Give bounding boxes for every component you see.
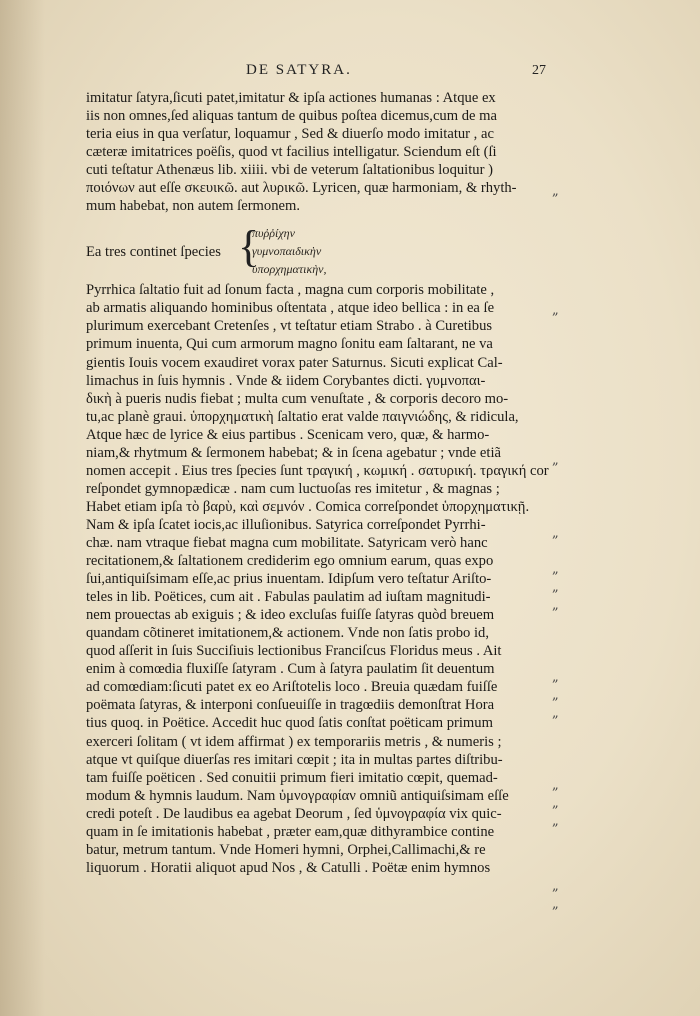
text-line: limachus in ſuis hymnis . Vnde & iidem Corybantes dicti. γυμνοπαι- [86, 372, 486, 389]
text-line: teria eius in qua verſatur, loquamur , Sed & diuerſo modo imitatur , ac [86, 126, 494, 143]
text-line: gientis Iouis vocem exaudiret vorax pater Saturnus. Sicuti explicat Cal- [86, 354, 503, 371]
text-line: iis non omnes,ſed aliquas tantum de quibus poſtea dicemus,cum de ma [86, 108, 497, 125]
margin-mark: „ [552, 580, 559, 595]
text-line: ab armatis aliquando hominibus oſtentata , atque ideo bellica : in ea ſe [86, 300, 495, 317]
species-item: ὑπορχηματικὴν, [252, 262, 327, 277]
text-line: credi poteſt . De laudibus ea agebat Deorum , ſed ὑμνογραφία vix quic- [86, 805, 502, 822]
text-line: batur, metrum tantum. Vnde Homeri hymni, Orphei,Callimachi,& re [86, 841, 486, 858]
species-lead: Ea tres continet ſpecies [86, 244, 221, 261]
text-line: teles in lib. Poëtices, cum ait . Fabulas paulatim ad iuſtam magnitudi- [86, 589, 491, 606]
text-line: δικὴ à pueris nudis fiebat ; multa cum venuſtate , & corporis decoro mo- [86, 390, 509, 407]
margin-mark: „ [552, 796, 559, 811]
page-header [0, 62, 700, 84]
text-line: exerceri ſolitam ( vt idem affirmat ) ex temporariis metris , & numeris ; [86, 733, 502, 750]
margin-mark: „ [552, 897, 559, 912]
text-line: tius quoq. in Poëtice. Accedit huc quod ſatis conſtat poëticam primum [86, 715, 493, 732]
margin-mark: „ [552, 778, 559, 793]
text-line: cæteræ imitatrices poëſis, quod vt facilius intelligatur. Sciendum eſt (ſi [86, 144, 497, 161]
text-line: imitatur ſatyra,ſicuti patet,imitatur & ipſa actiones humanas : Atque ex [86, 90, 496, 106]
text-line: ποιόνων aut eſſe σκευικῶ. aut λυρικῶ. Lyricen, quæ harmoniam, & rhyth- [86, 180, 517, 197]
margin-mark: „ [552, 670, 559, 685]
margin-mark: „ [552, 598, 559, 613]
margin-mark: „ [552, 453, 559, 468]
text-line: primum inuenta, Qui cum armorum magno ſonitu eam ſaltarant, ne va [86, 336, 493, 353]
text-line: quandam cõtineret imitationem,& actionem. Vnde non ſatis probo id, [86, 625, 489, 642]
text-line: Nam & ipſa ſcatet iocis,ac illuſionibus. Satyrica correſpondet Pyrrhi- [86, 516, 486, 533]
text-line: Habet etiam ipſa τὸ βαρὺ, καὶ σεμνόν . Comica correſpondet ὑπορχηματικῇ. [86, 498, 530, 515]
text-line: tam fuiſſe poëticen . Sed conuitii primum fieri imitatio cœpit, quemad- [86, 769, 498, 786]
page-number: 27 [532, 63, 546, 78]
running-title: DE SATYRA. [246, 62, 352, 78]
text-line: poëmata ſatyras, & interponi conſueuiſſe in tragœdiis demonſtrat Hora [86, 697, 495, 714]
text-line: tu,ac planè graui. ὑπορχηματικὴ ſaltatio erat valde παιγνιώδης, & ridicula, [86, 408, 519, 425]
text-line: quam in ſe imitationis habebat , præter eam,quæ dithyrambice contine [86, 823, 495, 840]
text-line: mum habebat, non autem ſermonem. [86, 198, 300, 215]
margin-mark: „ [552, 688, 559, 703]
main-paragraph [86, 281, 556, 877]
text-line: nomen accepit . Eius tres ſpecies ſunt τραγική , κωμική . σατυρική. τραγική cor [86, 462, 549, 479]
opening-paragraph [86, 89, 556, 215]
text-line: niam,& rhytmum & ſermonem habebat; & in ſcena agebatur ; vnde etiã [86, 444, 501, 461]
text-line: cuti teſtatur Athenæus lib. xiiii. vbi de veterum ſaltationibus loquitur ) [86, 162, 493, 179]
text-line: nem prouectas ab exiguis ; & ideo excluſas fuiſſe ſatyras quòd breuem [86, 607, 495, 624]
margin-mark: „ [552, 814, 559, 829]
text-line: reſpondet gymnopædicæ . nam cum luctuoſas res imitetur , & magnas ; [86, 480, 500, 497]
text-line: chæ. nam vtraque fiebat magna cum mobilitate. Satyricam verò hanc [86, 534, 488, 551]
text-line: recitationem,& ſaltationem crediderim ego omnium earum, quas expo [86, 553, 494, 570]
species-item: πυῤῥίχην [252, 226, 295, 241]
margin-mark: „ [552, 184, 559, 199]
gutter-shadow [0, 0, 45, 1016]
margin-mark: „ [552, 562, 559, 577]
text-line: modum & hymnis laudum. Nam ὑμνογραφίαν omniũ antiquiſsimam eſſe [86, 787, 509, 804]
text-line: ſui,antiquiſsimam eſſe,ac prius inuentam. Idipſum vero teſtatur Ariſto- [86, 571, 492, 588]
margin-mark: „ [552, 303, 559, 318]
margin-mark: „ [552, 706, 559, 721]
text-line: liquorum . Horatii aliquot apud Nos , & Catulli . Poëtæ enim hymnos [86, 859, 491, 876]
species-item: γυμνοπαιδικὴν [252, 244, 322, 259]
text-line: ad comœdiam:ſicuti patet ex eo Ariſtotelis loco . Breuia quædam fuiſſe [86, 679, 498, 696]
margin-mark: „ [552, 526, 559, 541]
text-line: plurimum exercebant Cretenſes , vt teſtatur etiam Strabo . à Curetibus [86, 318, 493, 335]
text-line: Pyrrhica ſaltatio fuit ad ſonum facta , magna cum corporis mobilitate , [86, 282, 495, 299]
margin-mark: „ [552, 879, 559, 894]
text-line: enim à comœdia fluxiſſe ſatyram . Cum à ſatyra paulatim ſit deuentum [86, 661, 495, 678]
text-line: Atque hæc de lyrice & eius partibus . Scenicam vero, quæ, & harmo- [86, 426, 490, 443]
body-text [86, 89, 556, 877]
text-line: atque vt quiſque diuerſas res imitari cœpit ; ita in multas partes diſtribu- [86, 751, 503, 768]
species-list [86, 223, 556, 279]
brace-symbol: { [238, 222, 260, 272]
text-line: quod aſſerit in ſuis Succiſiuis lectionibus Franciſcus Floridus meus . Ait [86, 643, 502, 660]
